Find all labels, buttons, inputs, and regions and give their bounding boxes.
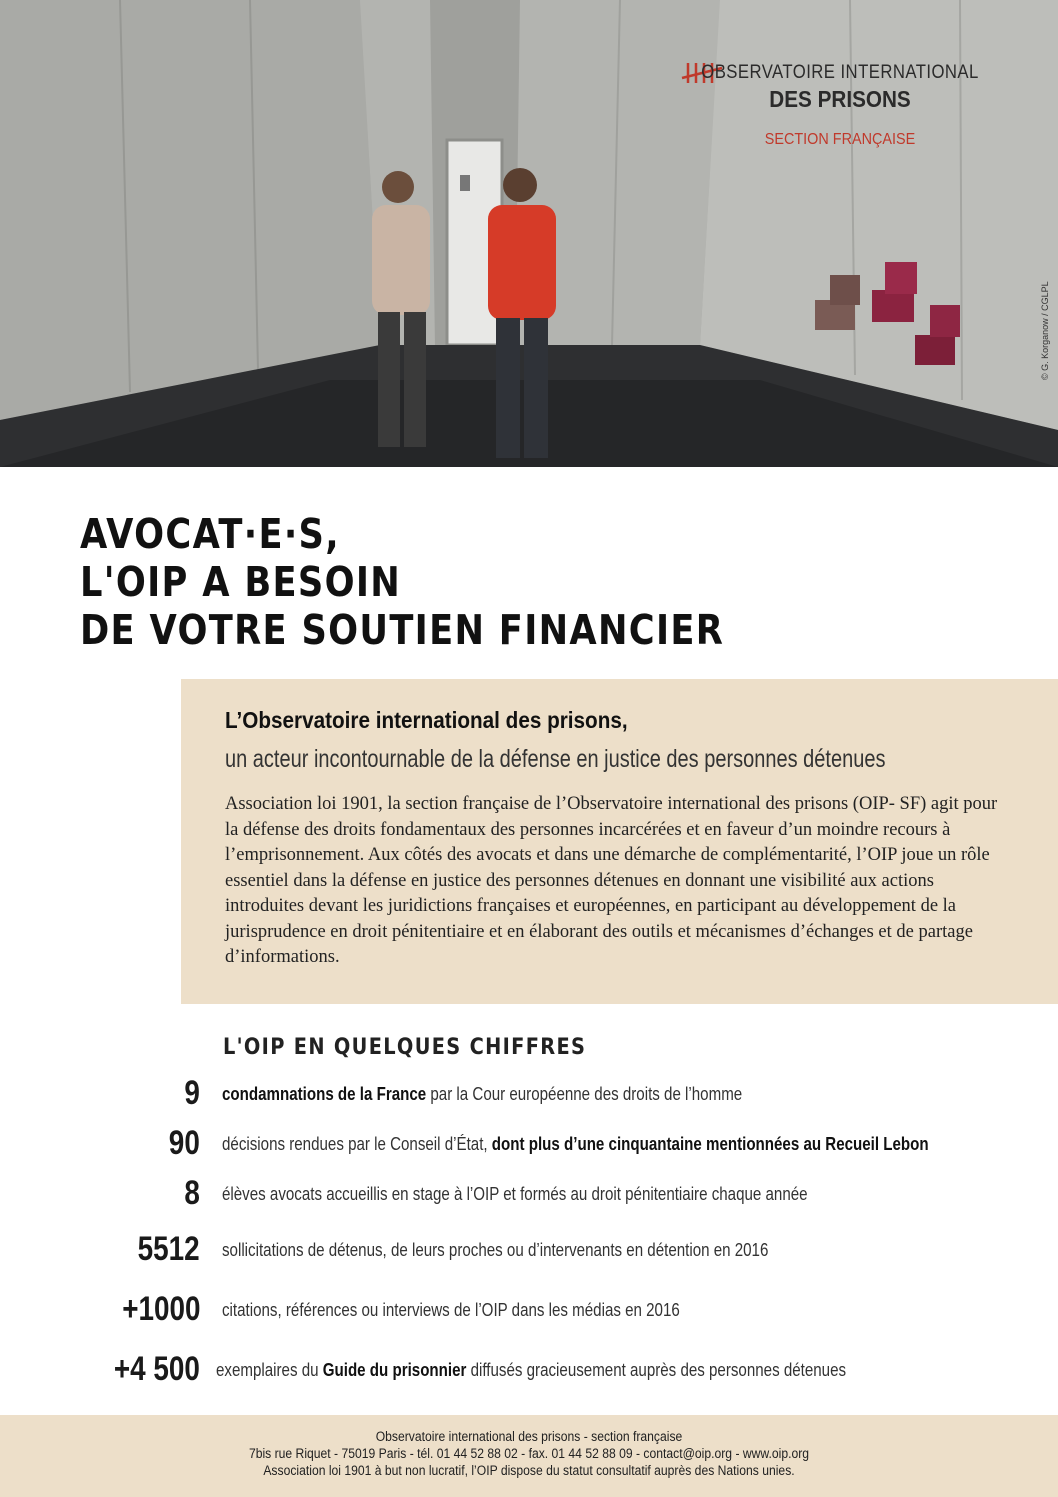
- stat-number: +1000: [121, 1290, 200, 1328]
- stat-number: 90: [168, 1124, 200, 1162]
- hero-photo: [0, 0, 1058, 467]
- stat-row: [0, 1124, 1058, 1164]
- intro-box: [181, 679, 1058, 1004]
- stat-text-regular: exemplaires du: [216, 1360, 323, 1380]
- intro-subtitle: un acteur incontournable de la défense en justice des personnes détenues: [225, 745, 886, 773]
- stat-text-regular-after: diffusés gracieusement auprès des personnes détenues: [466, 1360, 847, 1380]
- stat-text-bold: Guide du prisonnier: [322, 1360, 467, 1380]
- footer: [0, 1415, 1058, 1497]
- stat-number: +4 500: [113, 1350, 200, 1388]
- stat-text-regular: par la Cour européenne des droits de l’homme: [426, 1084, 743, 1104]
- stat-row: [0, 1174, 1058, 1214]
- footer-line-3: Association loi 1901 à but non lucratif, l’OIP dispose du statut consultatif auprès des Nations unies.: [263, 1463, 795, 1478]
- logo-line-2: DES PRISONS: [769, 86, 911, 112]
- stat-row: [0, 1350, 1058, 1390]
- stat-text: élèves avocats accueillis en stage à l’OIP et formés au droit pénitentiaire chaque année: [222, 1184, 808, 1204]
- footer-line-2: 7bis rue Riquet - 75019 Paris - tél. 01 44 52 88 02 - fax. 01 44 52 88 09 - contact@oip.org - www.oip.org: [248, 1446, 810, 1461]
- intro-body: Association loi 1901, la section française de l’Observatoire international des prisons (OIP- SF) agit pour la défense des droits fondamentaux des personnes incarcérées et en faveur d’un moindre recours à l’emprisonnement. Aux côtés des avocats et dans une démarche de complémentarité, l’OIP joue un rôle essentiel dans la défense en justice des personnes détenues en donnant une visibilité aux actions introduites devant les juridictions françaises et européennes, en participant au développement de la jurisprudence en droit pénitentiaire et en élaborant des outils et mécanismes d’échanges et de partage d’informations.: [225, 794, 998, 967]
- headline-line-3: DE VOTRE SOUTIEN FINANCIER: [80, 606, 725, 654]
- page-headline: [80, 510, 724, 654]
- headline-line-2: L'OIP A BESOIN: [80, 558, 402, 606]
- stat-text: [216, 1360, 846, 1381]
- footer-line-1: Observatoire international des prisons - section française: [375, 1429, 683, 1444]
- stat-text: [222, 1134, 929, 1155]
- stat-row: [0, 1074, 1058, 1114]
- stat-text: [222, 1084, 742, 1105]
- intro-title: L’Observatoire international des prisons,: [225, 707, 628, 733]
- stats-title: L'OIP EN QUELQUES CHIFFRES: [223, 1035, 587, 1060]
- stat-text: citations, références ou interviews de l’OIP dans les médias en 2016: [222, 1300, 680, 1320]
- stat-text-bold: dont plus d’une cinquantaine mentionnées au Recueil Lebon: [491, 1134, 929, 1154]
- stat-number: 8: [184, 1174, 200, 1212]
- oip-logo: [680, 62, 1000, 149]
- logo-line-3: SECTION FRANÇAISE: [764, 131, 916, 148]
- headline-line-1: AVOCAT·E·S,: [80, 510, 340, 558]
- stat-text-regular: décisions rendues par le Conseil d’État,: [222, 1134, 492, 1154]
- stat-text-bold: condamnations de la France: [222, 1084, 427, 1104]
- photo-credit: © G. Korganow / CGLPL: [1040, 281, 1050, 380]
- stat-row: [0, 1290, 1058, 1330]
- stat-text: sollicitations de détenus, de leurs proches ou d’intervenants en détention en 2016: [222, 1240, 769, 1260]
- logo-line-1: OBSERVATOIRE INTERNATIONAL: [701, 62, 979, 83]
- stat-number: 9: [184, 1074, 200, 1112]
- stat-row: [0, 1230, 1058, 1270]
- stat-number: 5512: [137, 1230, 200, 1268]
